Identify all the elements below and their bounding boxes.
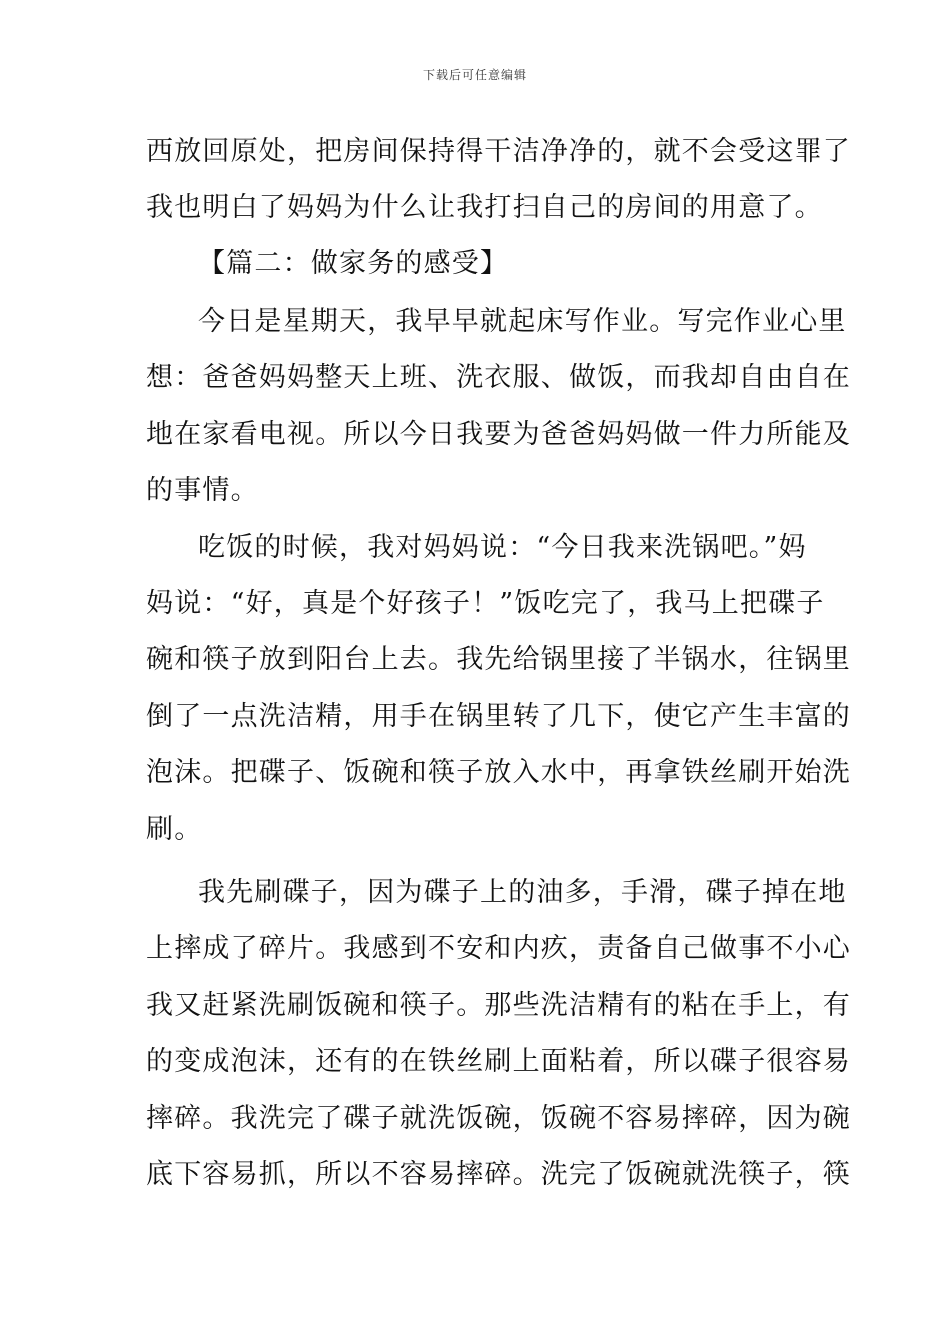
text-line: 的事情。 xyxy=(146,475,259,506)
text-line: 上摔成了碎片。我感到不安和内疚，责备自己做事不小心 xyxy=(146,933,851,964)
text-line: 吃饭的时候，我对妈妈说：“今日我来洗锅吧。”妈 xyxy=(198,532,807,563)
text-line: 西放回原处，把房间保持得干洁净净的，就不会受这罪了 xyxy=(146,136,851,167)
text-line: 摔碎。我洗完了碟子就洗饭碗，饭碗不容易摔碎，因为碗 xyxy=(146,1103,851,1134)
text-line: 妈说：“好，真是个好孩子！”饭吃完了，我马上把碟子 xyxy=(146,588,825,619)
text-line: 我先刷碟子，因为碟子上的油多，手滑，碟子掉在地 xyxy=(198,877,847,908)
text-line: 我又赶紧洗刷饭碗和筷子。那些洗洁精有的粘在手上，有 xyxy=(146,990,851,1021)
text-line: 刷。 xyxy=(146,814,203,845)
text-line: 的变成泡沫，还有的在铁丝刷上面粘着，所以碟子很容易 xyxy=(146,1046,851,1077)
text-line: 地在家看电视。所以今日我要为爸爸妈妈做一件力所能及 xyxy=(146,419,851,450)
page-header: 下载后可任意编辑 xyxy=(422,68,527,82)
text-line: 泡沫。把碟子、饭碗和筷子放入水中，再拿铁丝刷开始洗 xyxy=(146,757,851,788)
text-line: 我也明白了妈妈为什么让我打扫自己的房间的用意了。 xyxy=(146,192,823,223)
text-line: 倒了一点洗洁精，用手在锅里转了几下，使它产生丰富的 xyxy=(146,701,851,732)
section-heading: 【篇二：做家务的感受】 xyxy=(198,248,509,279)
text-line: 想：爸爸妈妈整天上班、洗衣服、做饭，而我却自由自在 xyxy=(146,362,851,393)
text-line: 今日是星期天，我早早就起床写作业。写完作业心里 xyxy=(198,306,847,337)
text-line: 碗和筷子放到阳台上去。我先给锅里接了半锅水，往锅里 xyxy=(146,644,851,675)
text-line: 底下容易抓，所以不容易摔碎。洗完了饭碗就洗筷子，筷 xyxy=(146,1159,851,1190)
